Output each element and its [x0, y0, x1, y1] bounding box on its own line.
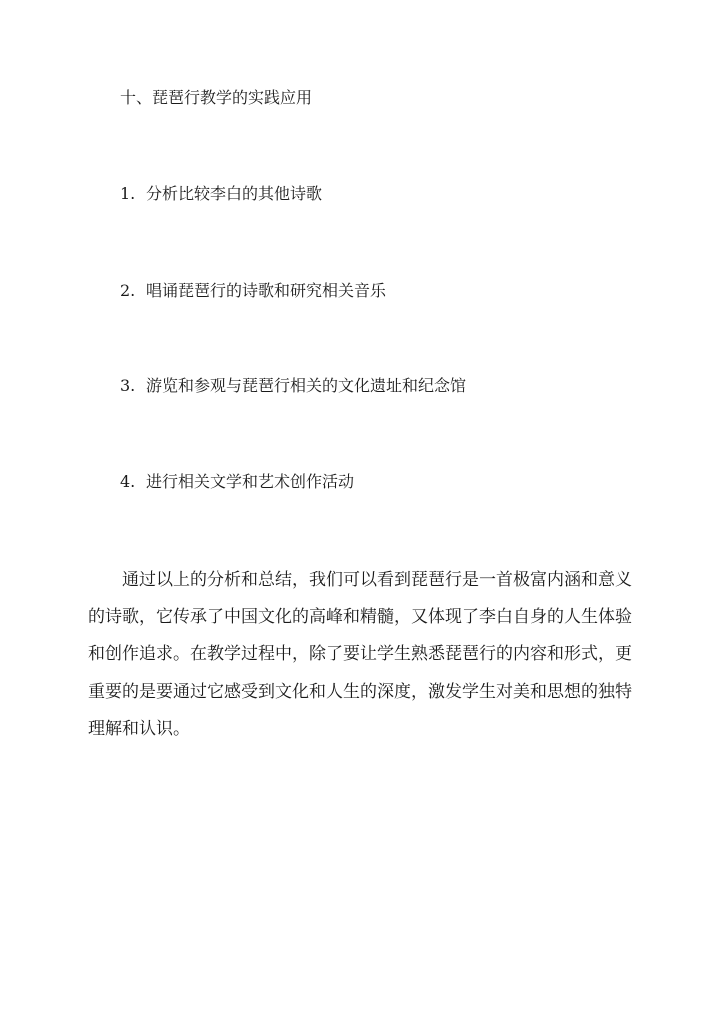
- list-item-number: 1.: [120, 184, 136, 203]
- list-item-text: 分析比较李白的其他诗歌: [146, 184, 323, 203]
- paragraph-line: 理解和认识。: [88, 718, 190, 739]
- list-item-text: 唱诵琵琶行的诗歌和研究相关音乐: [146, 281, 387, 300]
- list-item: [120, 182, 322, 206]
- paragraph-line: 和创作追求。在教学过程中，除了要让学生熟悉琵琶行的内容和形式，更: [88, 644, 632, 665]
- list-item-text: 进行相关文学和艺术创作活动: [146, 472, 355, 491]
- paragraph-line: 重要的是要通过它感受到文化和人生的深度，激发学生对美和思想的独特: [88, 681, 632, 702]
- list-item: [120, 470, 354, 494]
- conclusion-paragraph: [88, 562, 632, 748]
- list-item: [120, 374, 466, 398]
- list-item-number: 2.: [120, 281, 136, 300]
- section-heading: 十、琵琶行教学的实践应用: [120, 88, 313, 107]
- list-item: [120, 279, 386, 303]
- list-item-number: 3.: [120, 376, 136, 395]
- paragraph-line: 通过以上的分析和总结，我们可以看到琵琶行是一首极富内涵和意义: [122, 570, 632, 590]
- paragraph-line: 的诗歌，它传承了中国文化的高峰和精髓，又体现了李白自身的人生体验: [88, 607, 632, 628]
- list-item-text: 游览和参观与琵琶行相关的文化遗址和纪念馆: [146, 376, 467, 395]
- list-item-number: 4.: [120, 472, 136, 491]
